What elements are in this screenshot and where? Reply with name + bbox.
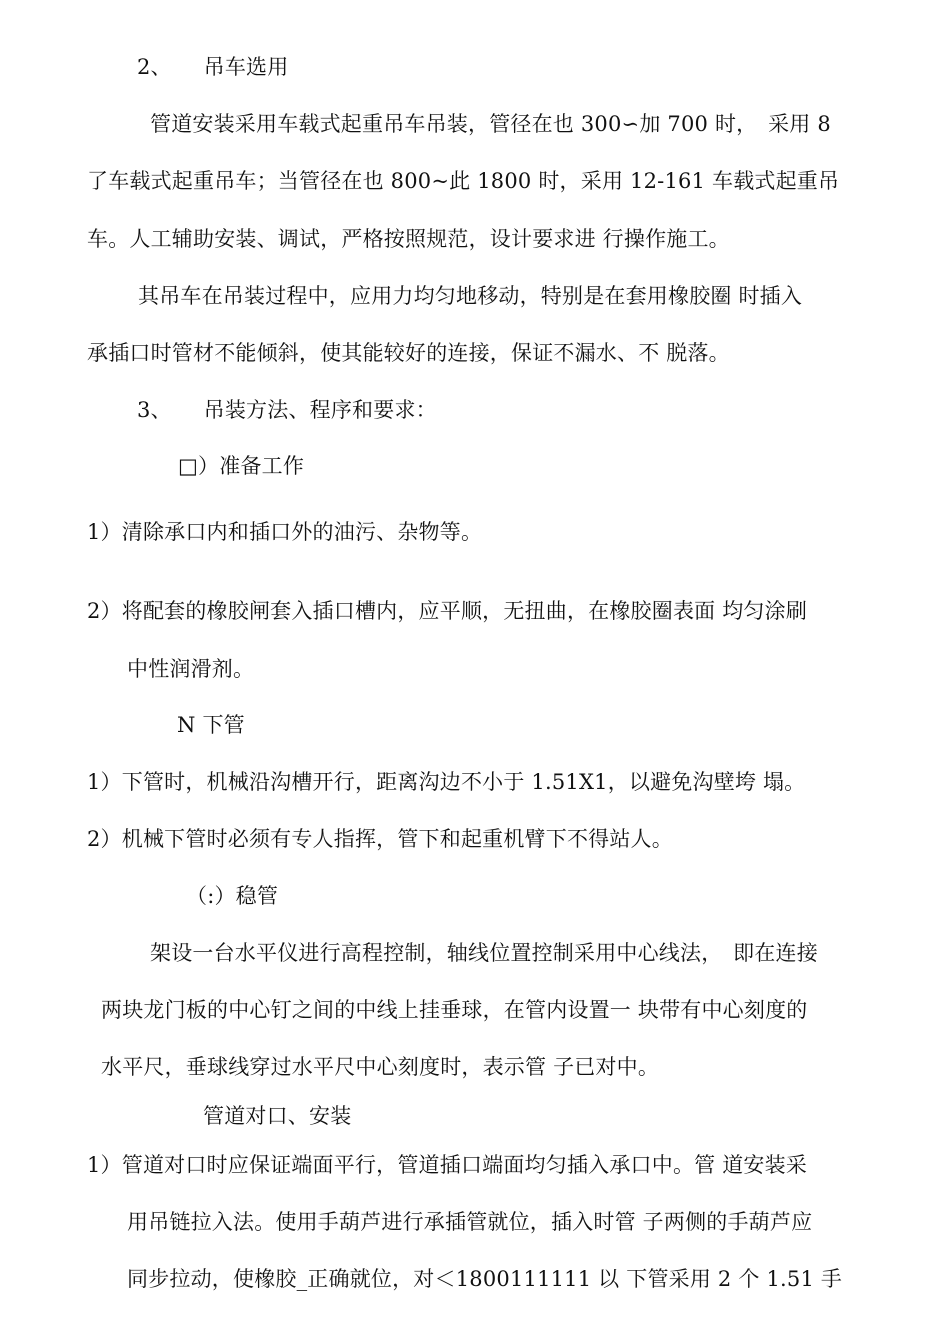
paragraph-line: 水平尺，垂球线穿过水平尺中心刻度时，表示管 子已对中。 xyxy=(101,1055,660,1079)
paragraph-line: 了车载式起重吊车；当管径在也 800~此 1800 时，采用 12-161 车载式起重吊 xyxy=(87,169,840,193)
list-item: 2）将配套的橡胶闸套入插口槽内，应平顺，无扭曲，在橡胶圈表面 均匀涂刷 xyxy=(87,599,808,623)
subheading-lowering-pipe: N 下管 xyxy=(177,713,245,737)
section-heading-lifting-method: 3、 吊装方法、程序和要求： xyxy=(137,398,437,422)
paragraph-line: 管道安装采用车载式起重吊车吊装，管径在也 300∽加 700 时， 采用 8 xyxy=(150,112,831,136)
list-item: 1）管道对口时应保证端面平行，管道插口端面均匀插入承口中。管 道安装采 xyxy=(87,1153,808,1177)
subheading-preparation: □）准备工作 xyxy=(178,454,305,478)
section-heading-crane-selection: 2、 吊车选用 xyxy=(137,55,289,79)
paragraph-line: 承插口时管材不能倾斜，使其能较好的连接，保证不漏水、不 脱落。 xyxy=(87,341,730,365)
list-item-continuation: 同步拉动，使橡胶_正确就位，对＜1800111111 以 下管采用 2 个 1.51 手 xyxy=(127,1267,843,1291)
subheading-stabilizing-pipe: （:）稳管 xyxy=(186,884,279,908)
list-item: 1）下管时，机械沿沟槽开行，距离沟边不小于 1.51X1，以避免沟壁垮 塌。 xyxy=(87,770,806,794)
paragraph-line: 架设一台水平仪进行高程控制，轴线位置控制采用中心线法， 即在连接 xyxy=(150,941,818,965)
paragraph-line: 车。人工辅助安装、调试，严格按照规范，设计要求进 行操作施工。 xyxy=(87,227,730,251)
list-item-continuation: 用吊链拉入法。使用手葫芦进行承插管就位，插入时管 子两侧的手葫芦应 xyxy=(127,1210,813,1234)
list-item-continuation: 中性润滑剂。 xyxy=(127,657,255,681)
subheading-pipe-joint-installation: 管道对口、安装 xyxy=(203,1104,352,1128)
list-item: 2）机械下管时必须有专人指挥，管下和起重机臂下不得站人。 xyxy=(87,827,673,851)
paragraph-line: 两块龙门板的中心钉之间的中线上挂垂球，在管内设置一 块带有中心刻度的 xyxy=(101,998,808,1022)
list-item: 1）清除承口内和插口外的油污、杂物等。 xyxy=(87,520,483,544)
paragraph-line: 其吊车在吊装过程中，应用力均匀地移动，特别是在套用橡胶圈 时插入 xyxy=(138,284,803,308)
